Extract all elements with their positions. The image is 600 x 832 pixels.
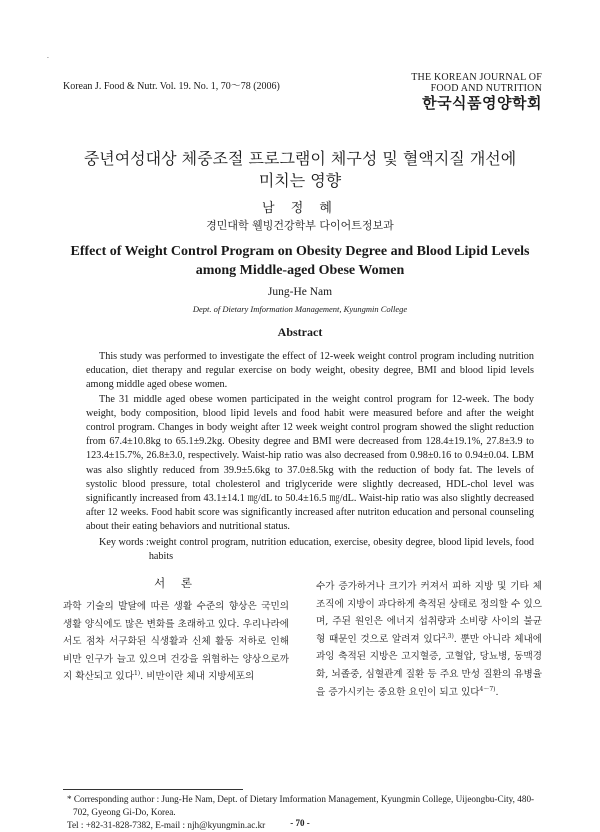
section-heading-introduction: 서 론: [154, 576, 198, 590]
page-number: - 70 -: [290, 818, 310, 828]
right-column-text-1: 수가 증가하거나 크기가 커져서 피하 지방 및 기타 체조직에 지방이 과다하게 축적된 상태로 정의할 수 있으며, 주된 원인은 에너지 섭취량과 소비량 사이의 불균형 때문인 것으로 알려져 있다: [316, 581, 542, 645]
keywords: [86, 536, 534, 564]
title-english: [0, 242, 600, 280]
right-column-tail: .: [495, 686, 499, 698]
affiliation-english: Dept. of Dietary Imformation Management, Kyungmin College: [192, 304, 408, 314]
author-english: Jung-He Nam: [267, 286, 333, 298]
body-column-left: [63, 598, 289, 686]
left-column-text: 과학 기술의 발달에 따른 생활 수준의 향상은 국민의 생활 양식에도 많은 변화를 초래하고 있다. 우리나라에서도 점차 서구화된 식생활과 신체 활동 저하로 인해 비만 인구가 늘고 있으며 건강을 위협하는 양상으로까지 확산되고 있다: [63, 601, 289, 683]
reference-marker: 2,3): [441, 632, 454, 640]
author-korean: 남 정 혜: [262, 201, 338, 216]
title-korean-line2: 미치는 영향: [258, 171, 342, 190]
abstract-body: [86, 350, 534, 564]
journal-masthead: [411, 72, 542, 113]
keywords-text: weight control program, nutrition education, exercise, obesity degree, blood lipid levels, food habits: [148, 536, 534, 562]
scan-dot: ·: [47, 55, 49, 62]
title-korean: [0, 148, 600, 192]
title-english-line2: among Middle-aged Obese Women: [195, 263, 405, 278]
left-column-tail: . 비만이란 체내 지방세포의: [140, 671, 255, 683]
journal-name-kr: 한국식품영양학회: [422, 94, 542, 112]
footnote-divider: [63, 789, 243, 790]
reference-marker: 4～7): [479, 685, 496, 693]
reference-marker: 1): [133, 670, 141, 678]
keywords-label: Key words :: [99, 536, 149, 548]
footnote-corresponding-author: * Corresponding author : Jung-He Nam, Dept. of Dietary Imformation Management, Kyungmin College, Uijeongbu-City, 480-702, Gyeong Gi-Do, Korea.: [67, 794, 535, 817]
footnote-contact: Tel : +82-31-828-7382, E-mail : njh@kyungmin.ac.kr: [67, 820, 266, 830]
title-english-line1: Effect of Weight Control Program on Obesity Degree and Blood Lipid Levels: [70, 244, 530, 259]
journal-citation: Korean J. Food & Nutr. Vol. 19. No. 1, 70～78 (2006): [63, 81, 280, 92]
abstract-heading: Abstract: [277, 325, 323, 339]
right-column-text-2: . 뿐만 아니라 체내에 과잉 축적된 지방은 고지혈증, 고혈압, 당뇨병, 동맥경화, 뇌졸중, 심혈관계 질환 등 주요 만성 질환의 유병율을 증가시키는 중요한 요인이 되고 있다: [316, 633, 542, 698]
title-korean-line1: 중년여성대상 체중조절 프로그램이 체구성 및 혈액지질 개선에: [83, 149, 517, 168]
abstract-paragraph-1: This study was performed to investigate the effect of 12-week weight control program including nutrition education, diet therapy and regular exercise on body weight, obesity degree, BMI and blood lipid levels among middle aged obese women.: [86, 351, 534, 391]
journal-name-line2: FOOD AND NUTRITION: [430, 83, 542, 94]
body-column-right: [316, 578, 542, 701]
affiliation-korean: 경민대학 웰빙건강학부 다이어트정보과: [206, 219, 394, 232]
journal-name-line1: THE KOREAN JOURNAL OF: [411, 72, 542, 83]
abstract-paragraph-2: The 31 middle aged obese women participated in the weight control program for 12-week. The body weight, body composition, blood lipid levels and food habit were measured before and after the weight control program. Changes in body weight after 12 week weight control program showed the slight reduction from 67.4±10.8kg to 65.1±9.2kg. Obesity degree and BMI were decreased from 128.4±19.1%, 27.8±3.9 to 123.4±15.7%, 26.8±3.0, respectively. Waist-hip ratio was also decreased from 0.98±0.16 to 0.94±0.04. LBM was also slightly reduced from 39.9±5.6kg to 37.0±8.5kg with the reduction of body fat. The levels of systolic blood pressure, total cholesterol and triglyceride were slightly decreased, HDL-chol level was significantly increased from 43.1±14.1 ㎎/dL to 50.4±16.5 ㎎/dL. Waist-hip ratio was also slightly decreased after 12 weeks. Food habit score was significantly increased after nutriton education and personal counseling about their eating behaviors and nutritional status.: [86, 393, 534, 533]
